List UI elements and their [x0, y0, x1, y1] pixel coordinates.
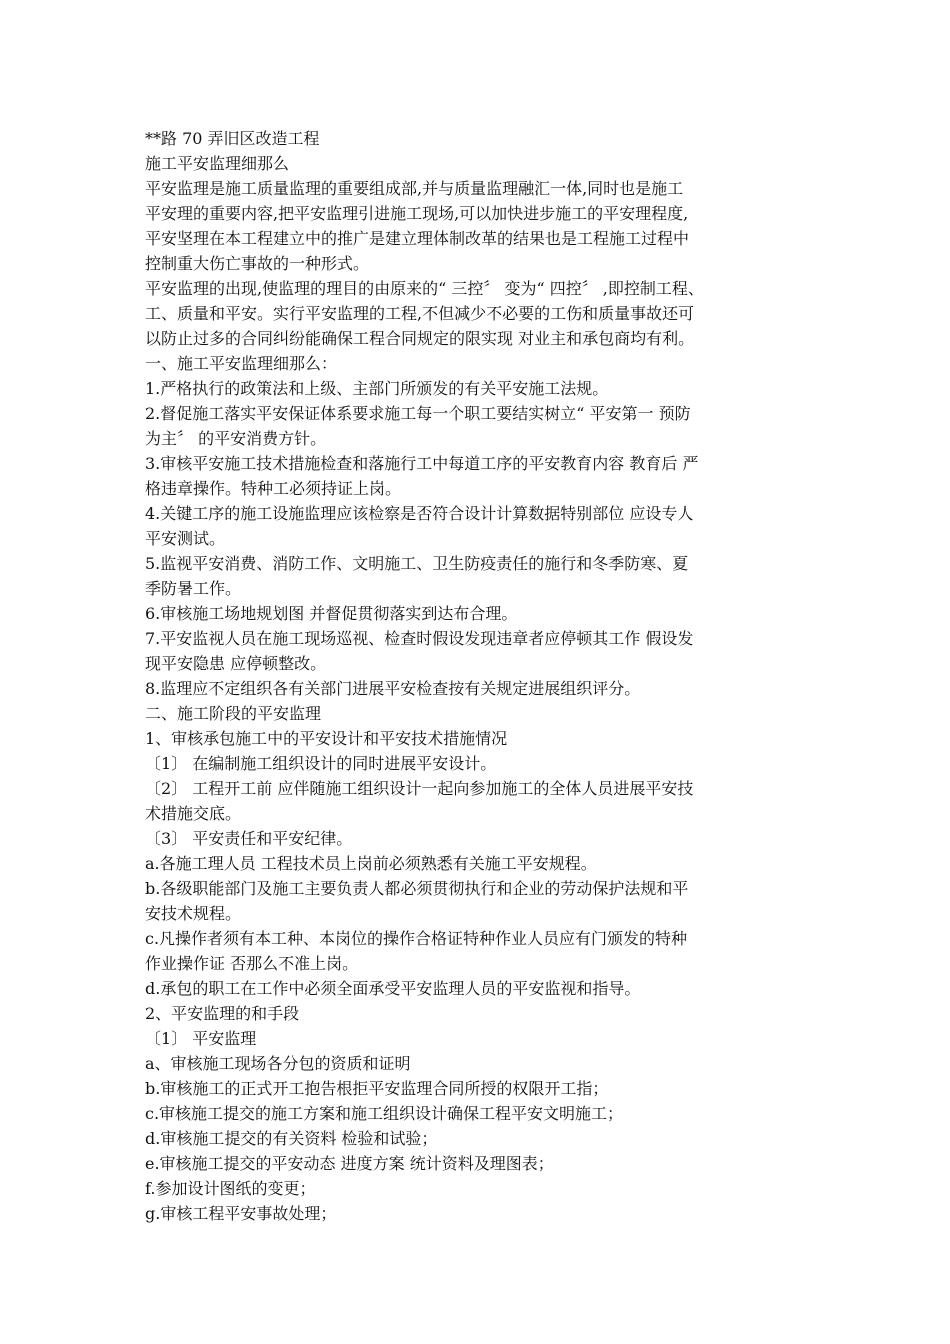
list-item: 〔1〕 平安监理: [145, 1029, 257, 1048]
text-line: 为主〞 的平安消费方针。: [145, 429, 327, 448]
list-item: 3.审核平安施工技术措施检查和落施行工中每道工序的平安教育内容 教育后 严: [145, 454, 699, 473]
list-item: g.审核工程平安事故处理；: [145, 1204, 337, 1223]
text-line: 安技术规程。: [145, 904, 242, 923]
text-line: 现平安隐患 应停顿整改。: [145, 654, 327, 673]
text-line: 术措施交底。: [145, 804, 242, 823]
list-item: 〔2〕 工程开工前 应伴随施工组织设计一起向参加施工的全体人员进展平安技: [145, 779, 694, 798]
list-item: c.审核施工提交的施工方案和施工组织设计确保工程平安文明施工；: [145, 1104, 624, 1123]
text-line: 格违章操作。特种工必须持证上岗。: [145, 479, 402, 498]
list-item: 〔3〕 平安责任和平安纪律。: [145, 829, 353, 848]
list-item: b.审核施工的正式开工抱告根拒平安监理合同所授的权限开工指；: [145, 1079, 609, 1098]
text-line: 控制重大伤亡事故的一种形式。: [145, 254, 370, 273]
text-line: 平安理的重要内容,把平安监理引进施工现场,可以加快进步施工的平安理程度,: [145, 204, 689, 223]
list-item: 7.平安监视人员在施工现场巡视、检查时假设发现违章者应停顿其工作 假设发: [145, 629, 694, 648]
list-item: c.凡操作者须有本工种、本岗位的操作合格证特种作业人员应有门颁发的特种: [145, 929, 688, 948]
list-item: a、审核施工现场各分包的资质和证明: [145, 1054, 411, 1073]
document-subtitle: 施工平安监理细那么: [145, 154, 290, 173]
list-item: 1.严格执行的政策法和上级、主部门所颁发的有关平安施工法规。: [145, 379, 609, 398]
section-heading: 二、施工阶段的平安监理: [145, 704, 322, 723]
text-line: 作业操作证 否那么不准上岗。: [145, 954, 359, 973]
list-item: 〔1〕 在编制施工组织设计的同时进展平安设计。: [145, 754, 497, 773]
list-item: a.各施工理人员 工程技术员上岗前必须熟悉有关施工平安规程。: [145, 854, 597, 873]
list-item: e.审核施工提交的平安动态 进度方案 统计资料及理图表；: [145, 1154, 554, 1173]
subsection-heading: 2、平安监理的和手段: [145, 1004, 300, 1023]
text-line: 平安监理的出现,使监理的理目的由原来的“ 三控〞 变为“ 四控〞 ,即控制工程、: [145, 279, 704, 298]
list-item: d.承包的职工在工作中必须全面承受平安监理人员的平安监视和指导。: [145, 979, 641, 998]
list-item: b.各级职能部门及施工主要负责人都必须贯彻执行和企业的劳动保护法规和平: [145, 879, 689, 898]
document-title: **路 70 弄旧区改造工程: [145, 129, 320, 148]
text-line: 季防暑工作。: [145, 579, 242, 598]
list-item: d.审核施工提交的有关资料 检验和试验；: [145, 1129, 438, 1148]
text-line: 以防止过多的合同纠纷能确保工程合同规定的限实现 对业主和承包商均有利。: [145, 329, 695, 348]
list-item: 8.监理应不定组织各有关部门进展平安检查按有关规定进展组织评分。: [145, 679, 641, 698]
list-item: 4.关键工序的施工设施监理应该检察是否符合设计计算数据特别部位 应设专人: [145, 504, 694, 523]
subsection-heading: 1、审核承包施工中的平安设计和平安技术措施情况: [145, 729, 508, 748]
text-line: 平安监理是施工质量监理的重要组成部,并与质量监理融汇一体,同时也是施工: [145, 179, 684, 198]
list-item: 5.监视平安消费、消防工作、文明施工、卫生防疫责任的施行和冬季防寒、夏: [145, 554, 689, 573]
text-line: 工、质量和平安。实行平安监理的工程,不但减少不必要的工伤和质量事故还可: [145, 304, 695, 323]
list-item: f.参加设计图纸的变更；: [145, 1179, 316, 1198]
document-body: [145, 126, 810, 1226]
text-line: 平安测试。: [145, 529, 226, 548]
list-item: 2.督促施工落实平安保证体系要求施工每一个职工要结实树立“ 平安第一 预防: [145, 404, 691, 423]
list-item: 6.审核施工场地规划图 并督促贯彻落实到达布合理。: [145, 604, 518, 623]
section-heading: 一、施工平安监理细那么：: [145, 354, 338, 373]
text-line: 平安坚理在本工程建立中的推广是建立理体制改革的结果也是工程施工过程中: [145, 229, 690, 248]
